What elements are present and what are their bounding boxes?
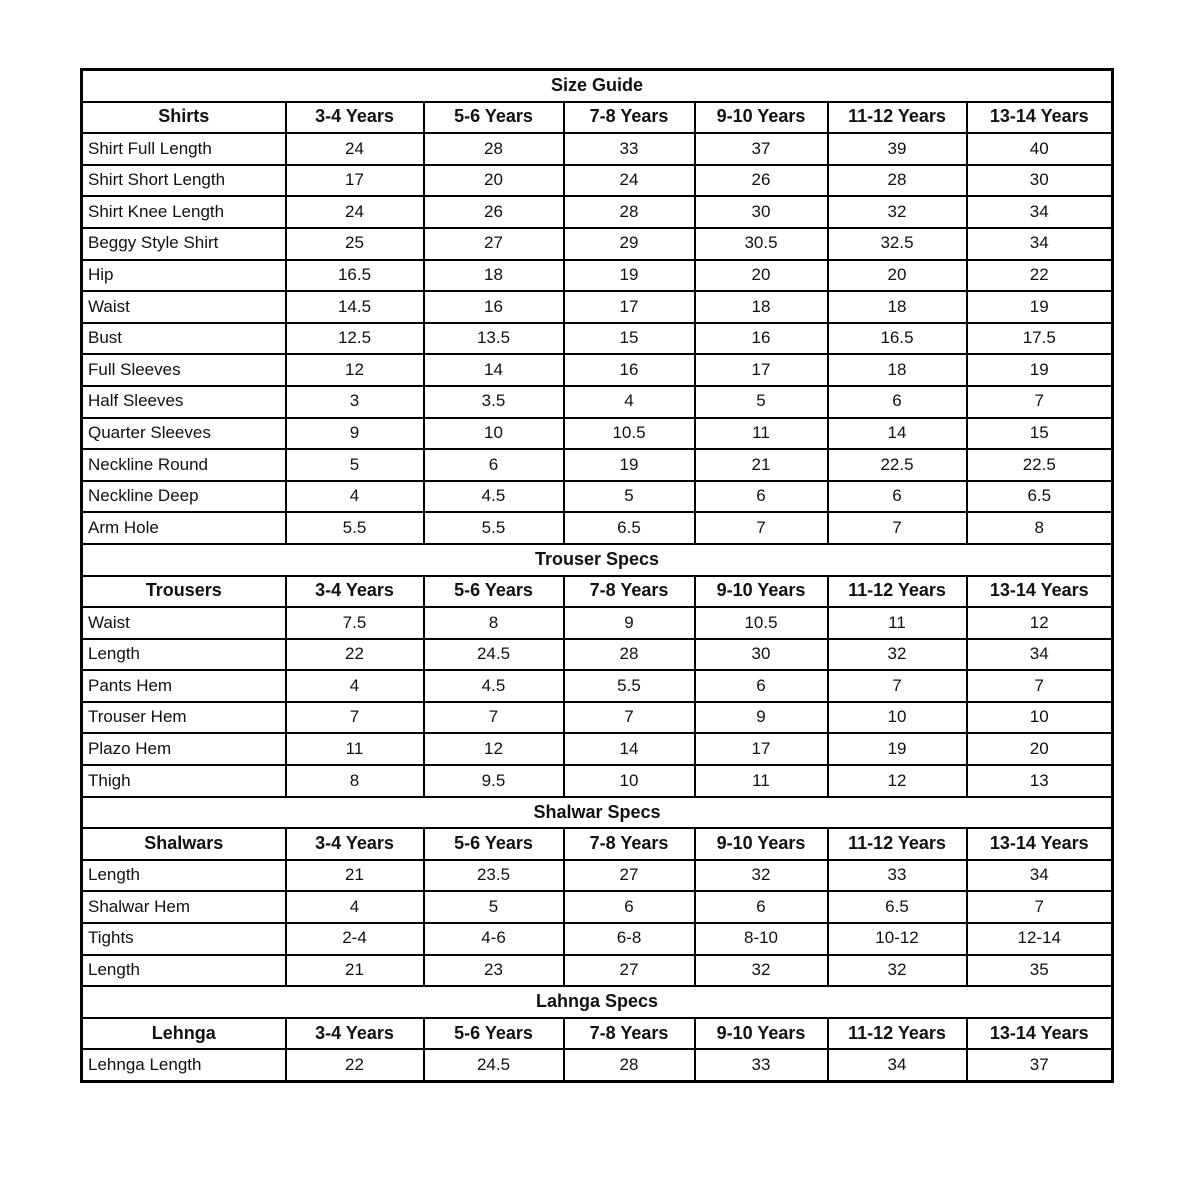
measurement-value: 18 (424, 260, 564, 292)
measurement-value: 34 (967, 228, 1113, 260)
measurement-value: 15 (967, 418, 1113, 450)
measurement-value: 16.5 (286, 260, 424, 292)
table-row (82, 607, 1113, 639)
measurement-value: 30 (695, 196, 828, 228)
age-column-header: 9-10 Years (695, 576, 828, 608)
measurement-value: 12 (286, 354, 424, 386)
measurement-value: 5.5 (564, 670, 695, 702)
measurement-value: 4 (286, 891, 424, 923)
measurement-value: 22 (286, 639, 424, 671)
measurement-value: 24.5 (424, 639, 564, 671)
table-row (82, 418, 1113, 450)
measurement-value: 5.5 (286, 512, 424, 544)
age-column-header: 5-6 Years (424, 576, 564, 608)
measurement-value: 5.5 (424, 512, 564, 544)
age-column-header: 9-10 Years (695, 1018, 828, 1050)
row-group-header: Shalwars (82, 828, 286, 860)
measurement-value: 26 (424, 196, 564, 228)
section-title-row (82, 986, 1113, 1018)
measurement-value: 13 (967, 765, 1113, 797)
measurement-label: Length (82, 955, 286, 987)
age-column-header: 5-6 Years (424, 828, 564, 860)
measurement-value: 10 (424, 418, 564, 450)
measurement-value: 6 (695, 891, 828, 923)
measurement-value: 7 (967, 386, 1113, 418)
table-row (82, 260, 1113, 292)
age-column-header: 3-4 Years (286, 1018, 424, 1050)
row-group-header: Shirts (82, 102, 286, 134)
measurement-value: 8 (286, 765, 424, 797)
measurement-value: 5 (564, 481, 695, 513)
measurement-value: 17 (564, 291, 695, 323)
measurement-value: 29 (564, 228, 695, 260)
measurement-value: 33 (695, 1049, 828, 1081)
age-column-header: 11-12 Years (828, 828, 967, 860)
age-column-header: 7-8 Years (564, 102, 695, 134)
measurement-value: 21 (286, 860, 424, 892)
table-row (82, 449, 1113, 481)
measurement-value: 9 (695, 702, 828, 734)
measurement-value: 16.5 (828, 323, 967, 355)
age-column-header: 7-8 Years (564, 828, 695, 860)
table-row (82, 228, 1113, 260)
measurement-value: 13.5 (424, 323, 564, 355)
measurement-value: 30 (967, 165, 1113, 197)
measurement-value: 9 (286, 418, 424, 450)
measurement-value: 17 (695, 354, 828, 386)
section-title-row (82, 70, 1113, 102)
measurement-label: Thigh (82, 765, 286, 797)
measurement-value: 6 (424, 449, 564, 481)
measurement-value: 32.5 (828, 228, 967, 260)
measurement-label: Bust (82, 323, 286, 355)
measurement-value: 7 (967, 891, 1113, 923)
measurement-label: Quarter Sleeves (82, 418, 286, 450)
measurement-value: 22 (286, 1049, 424, 1081)
measurement-value: 28 (564, 1049, 695, 1081)
table-row (82, 702, 1113, 734)
measurement-value: 7 (695, 512, 828, 544)
measurement-value: 14 (828, 418, 967, 450)
measurement-value: 6 (828, 386, 967, 418)
section-title-row (82, 797, 1113, 829)
measurement-value: 10.5 (695, 607, 828, 639)
table-row (82, 923, 1113, 955)
measurement-value: 34 (967, 639, 1113, 671)
measurement-label: Waist (82, 607, 286, 639)
measurement-value: 4 (564, 386, 695, 418)
measurement-value: 20 (424, 165, 564, 197)
table-row (82, 1049, 1113, 1081)
measurement-value: 5 (424, 891, 564, 923)
table-row (82, 639, 1113, 671)
measurement-value: 7 (564, 702, 695, 734)
measurement-value: 23.5 (424, 860, 564, 892)
column-header-row (82, 576, 1113, 608)
measurement-value: 12.5 (286, 323, 424, 355)
measurement-label: Shirt Short Length (82, 165, 286, 197)
measurement-value: 8 (424, 607, 564, 639)
measurement-value: 4 (286, 481, 424, 513)
section-title: Shalwar Specs (82, 797, 1113, 829)
measurement-value: 4.5 (424, 481, 564, 513)
measurement-value: 22.5 (967, 449, 1113, 481)
column-header-row (82, 1018, 1113, 1050)
measurement-value: 11 (695, 418, 828, 450)
measurement-value: 4-6 (424, 923, 564, 955)
measurement-value: 10 (967, 702, 1113, 734)
measurement-value: 17 (695, 733, 828, 765)
measurement-value: 15 (564, 323, 695, 355)
section-title: Size Guide (82, 70, 1113, 102)
measurement-value: 12-14 (967, 923, 1113, 955)
measurement-value: 40 (967, 133, 1113, 165)
measurement-value: 12 (967, 607, 1113, 639)
measurement-label: Shirt Full Length (82, 133, 286, 165)
measurement-value: 22 (967, 260, 1113, 292)
column-header-row (82, 828, 1113, 860)
age-column-header: 5-6 Years (424, 1018, 564, 1050)
measurement-value: 20 (695, 260, 828, 292)
measurement-label: Length (82, 860, 286, 892)
table-row (82, 955, 1113, 987)
measurement-value: 17.5 (967, 323, 1113, 355)
measurement-value: 6 (828, 481, 967, 513)
measurement-value: 3 (286, 386, 424, 418)
measurement-label: Length (82, 639, 286, 671)
measurement-value: 32 (695, 860, 828, 892)
measurement-value: 30 (695, 639, 828, 671)
measurement-value: 27 (564, 955, 695, 987)
measurement-value: 10 (564, 765, 695, 797)
measurement-value: 33 (828, 860, 967, 892)
age-column-header: 7-8 Years (564, 576, 695, 608)
table-row (82, 733, 1113, 765)
table-row (82, 323, 1113, 355)
measurement-value: 33 (564, 133, 695, 165)
measurement-value: 7 (286, 702, 424, 734)
measurement-label: Arm Hole (82, 512, 286, 544)
measurement-value: 27 (424, 228, 564, 260)
age-column-header: 13-14 Years (967, 576, 1113, 608)
measurement-value: 24 (286, 133, 424, 165)
measurement-value: 6-8 (564, 923, 695, 955)
row-group-header: Trousers (82, 576, 286, 608)
measurement-label: Trouser Hem (82, 702, 286, 734)
table-row (82, 354, 1113, 386)
measurement-value: 16 (695, 323, 828, 355)
measurement-value: 24 (564, 165, 695, 197)
size-guide-table (80, 68, 1114, 1083)
measurement-value: 28 (564, 196, 695, 228)
measurement-value: 24 (286, 196, 424, 228)
measurement-value: 19 (564, 260, 695, 292)
measurement-value: 19 (967, 354, 1113, 386)
measurement-value: 7.5 (286, 607, 424, 639)
measurement-value: 14 (424, 354, 564, 386)
measurement-value: 25 (286, 228, 424, 260)
measurement-label: Beggy Style Shirt (82, 228, 286, 260)
age-column-header: 11-12 Years (828, 1018, 967, 1050)
table-row (82, 196, 1113, 228)
measurement-value: 18 (695, 291, 828, 323)
table-row (82, 670, 1113, 702)
measurement-value: 28 (828, 165, 967, 197)
measurement-value: 6.5 (828, 891, 967, 923)
measurement-value: 32 (828, 955, 967, 987)
measurement-value: 28 (424, 133, 564, 165)
measurement-value: 21 (286, 955, 424, 987)
measurement-label: Hip (82, 260, 286, 292)
measurement-label: Pants Hem (82, 670, 286, 702)
age-column-header: 7-8 Years (564, 1018, 695, 1050)
table-row (82, 133, 1113, 165)
measurement-value: 6 (564, 891, 695, 923)
table-row (82, 165, 1113, 197)
measurement-value: 37 (695, 133, 828, 165)
section-title: Lahnga Specs (82, 986, 1113, 1018)
measurement-value: 34 (828, 1049, 967, 1081)
table-row (82, 481, 1113, 513)
measurement-value: 14 (564, 733, 695, 765)
measurement-value: 7 (967, 670, 1113, 702)
measurement-value: 6 (695, 481, 828, 513)
measurement-label: Neckline Round (82, 449, 286, 481)
measurement-value: 16 (424, 291, 564, 323)
measurement-value: 5 (695, 386, 828, 418)
measurement-value: 18 (828, 354, 967, 386)
measurement-value: 21 (695, 449, 828, 481)
measurement-label: Plazo Hem (82, 733, 286, 765)
measurement-value: 26 (695, 165, 828, 197)
section-title-row (82, 544, 1113, 576)
table-row (82, 860, 1113, 892)
measurement-value: 16 (564, 354, 695, 386)
measurement-label: Lehnga Length (82, 1049, 286, 1081)
measurement-value: 11 (828, 607, 967, 639)
measurement-value: 14.5 (286, 291, 424, 323)
table-row (82, 891, 1113, 923)
column-header-row (82, 102, 1113, 134)
measurement-value: 4.5 (424, 670, 564, 702)
measurement-value: 9.5 (424, 765, 564, 797)
age-column-header: 9-10 Years (695, 102, 828, 134)
table-row (82, 512, 1113, 544)
measurement-value: 35 (967, 955, 1113, 987)
measurement-value: 6.5 (967, 481, 1113, 513)
measurement-value: 22.5 (828, 449, 967, 481)
measurement-value: 5 (286, 449, 424, 481)
table-row (82, 291, 1113, 323)
measurement-value: 7 (828, 670, 967, 702)
table-row (82, 765, 1113, 797)
measurement-label: Shirt Knee Length (82, 196, 286, 228)
table-row (82, 386, 1113, 418)
measurement-value: 12 (424, 733, 564, 765)
age-column-header: 11-12 Years (828, 102, 967, 134)
measurement-value: 2-4 (286, 923, 424, 955)
measurement-value: 10-12 (828, 923, 967, 955)
measurement-value: 39 (828, 133, 967, 165)
measurement-value: 4 (286, 670, 424, 702)
measurement-label: Waist (82, 291, 286, 323)
age-column-header: 9-10 Years (695, 828, 828, 860)
measurement-value: 8-10 (695, 923, 828, 955)
measurement-value: 28 (564, 639, 695, 671)
age-column-header: 5-6 Years (424, 102, 564, 134)
measurement-value: 3.5 (424, 386, 564, 418)
age-column-header: 11-12 Years (828, 576, 967, 608)
age-column-header: 13-14 Years (967, 1018, 1113, 1050)
measurement-label: Tights (82, 923, 286, 955)
measurement-value: 32 (695, 955, 828, 987)
age-column-header: 13-14 Years (967, 828, 1113, 860)
age-column-header: 3-4 Years (286, 576, 424, 608)
age-column-header: 3-4 Years (286, 102, 424, 134)
measurement-value: 17 (286, 165, 424, 197)
measurement-value: 20 (828, 260, 967, 292)
age-column-header: 13-14 Years (967, 102, 1113, 134)
measurement-value: 30.5 (695, 228, 828, 260)
measurement-value: 10.5 (564, 418, 695, 450)
age-column-header: 3-4 Years (286, 828, 424, 860)
measurement-value: 12 (828, 765, 967, 797)
measurement-value: 20 (967, 733, 1113, 765)
measurement-value: 8 (967, 512, 1113, 544)
measurement-value: 19 (564, 449, 695, 481)
measurement-value: 18 (828, 291, 967, 323)
measurement-value: 32 (828, 196, 967, 228)
measurement-value: 27 (564, 860, 695, 892)
measurement-value: 9 (564, 607, 695, 639)
measurement-value: 10 (828, 702, 967, 734)
measurement-label: Half Sleeves (82, 386, 286, 418)
measurement-value: 24.5 (424, 1049, 564, 1081)
measurement-value: 7 (828, 512, 967, 544)
measurement-value: 23 (424, 955, 564, 987)
measurement-label: Full Sleeves (82, 354, 286, 386)
measurement-value: 11 (695, 765, 828, 797)
measurement-label: Neckline Deep (82, 481, 286, 513)
measurement-value: 37 (967, 1049, 1113, 1081)
measurement-value: 6 (695, 670, 828, 702)
size-guide-table-body (82, 70, 1113, 1082)
measurement-value: 19 (967, 291, 1113, 323)
measurement-value: 34 (967, 196, 1113, 228)
measurement-value: 19 (828, 733, 967, 765)
measurement-value: 6.5 (564, 512, 695, 544)
section-title: Trouser Specs (82, 544, 1113, 576)
measurement-value: 32 (828, 639, 967, 671)
measurement-label: Shalwar Hem (82, 891, 286, 923)
measurement-value: 7 (424, 702, 564, 734)
measurement-value: 34 (967, 860, 1113, 892)
measurement-value: 11 (286, 733, 424, 765)
row-group-header: Lehnga (82, 1018, 286, 1050)
